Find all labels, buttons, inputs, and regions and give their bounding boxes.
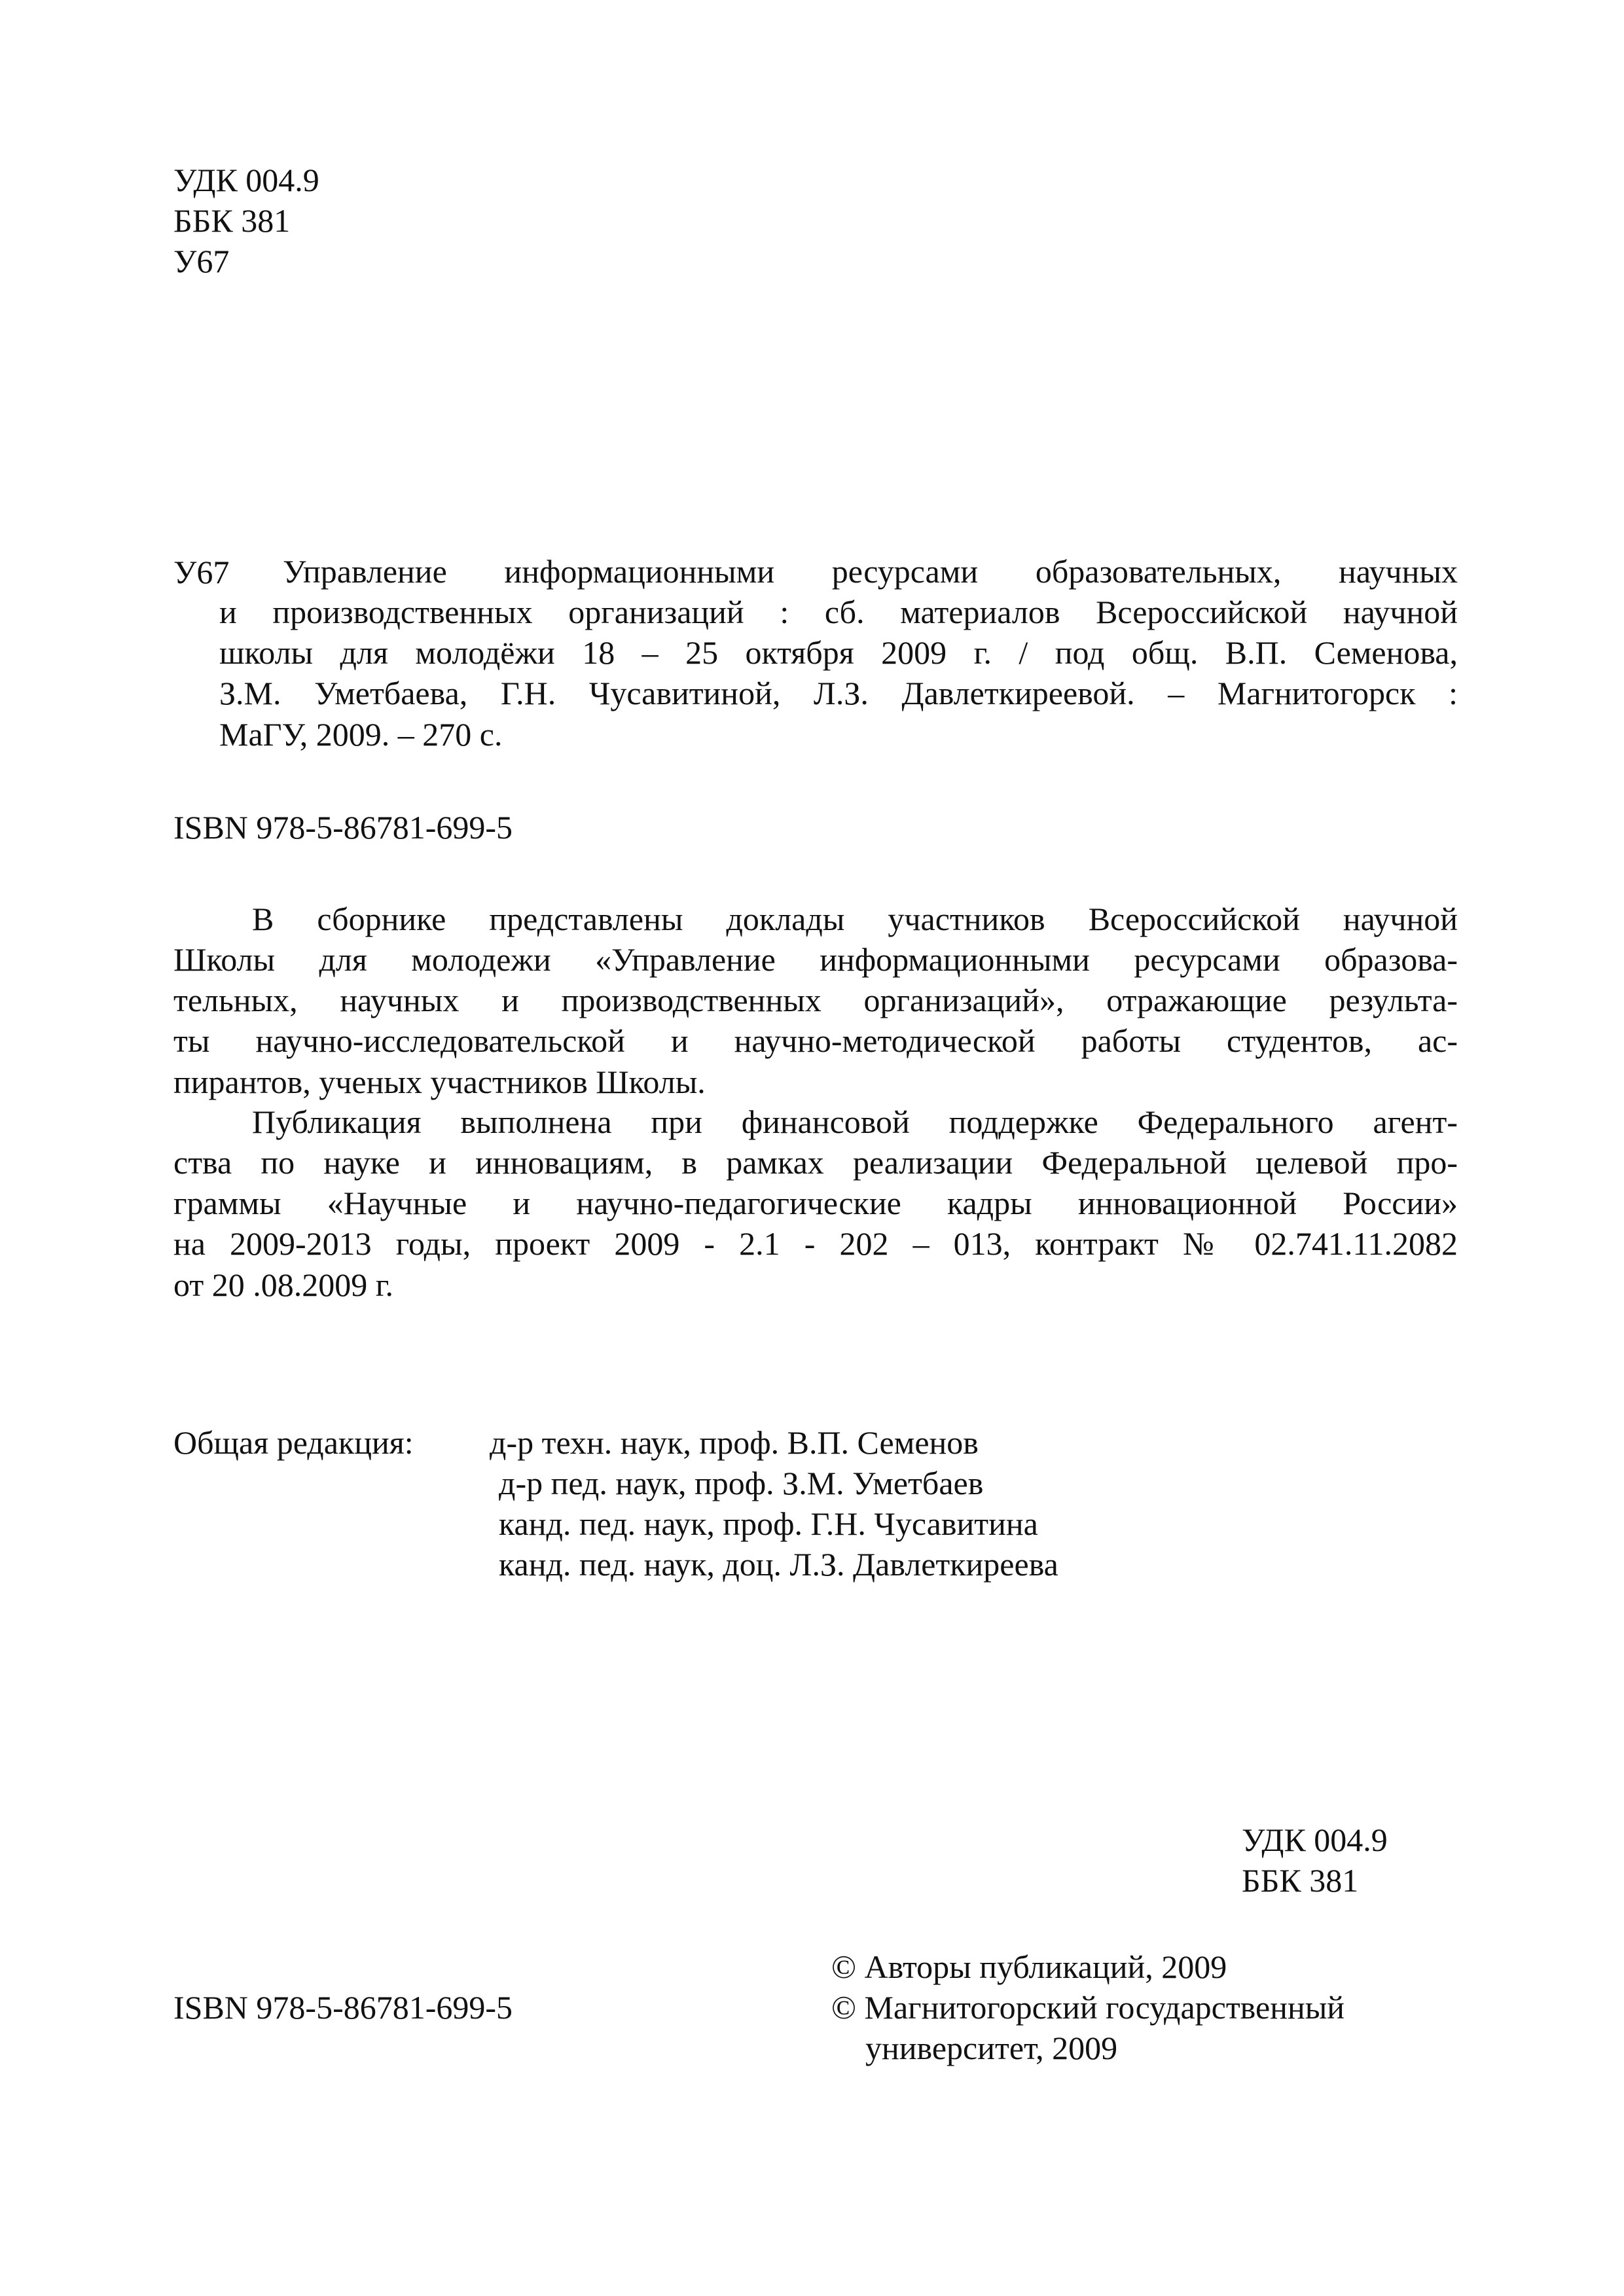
bbk-code: ББК 381 [173, 202, 291, 239]
annotation-p2-line-3: граммы «Научные и научно-педагогические кадры инновационной России» [173, 1185, 1458, 1221]
annotation-p2-line-2: ства по науке и инновациям, в рамках реализации Федеральной целевой про- [173, 1144, 1458, 1181]
bibliographic-line-4: З.М. Уметбаева, Г.Н. Чусавитиной, Л.З. Давлеткиреевой. – Магнитогорск : [219, 675, 1458, 711]
footer-bbk-code: ББК 381 [1242, 1862, 1359, 1899]
isbn-bottom: ISBN 978-5-86781-699-5 [173, 1989, 513, 2026]
bibliographic-mark: У67 [173, 554, 230, 590]
copyright-authors: © Авторы публикаций, 2009 [831, 1948, 1227, 1985]
annotation-p2-line-4: на 2009-2013 годы, проект 2009 - 2.1 - 202 – 013, контракт № 02.741.11.2082 [173, 1225, 1458, 1262]
copyright-university-line-1: © Магнитогорский государственный [831, 1989, 1345, 2026]
editor-3: канд. пед. наук, проф. Г.Н. Чусавитина [499, 1505, 1038, 1542]
udk-code: УДК 004.9 [173, 162, 319, 198]
annotation-p1-line-1: В сборнике представлены доклады участников Всероссийской научной [252, 901, 1458, 937]
footer-udk-code: УДК 004.9 [1242, 1821, 1388, 1858]
editor-2: д-р пед. наук, проф. З.М. Уметбаев [499, 1465, 984, 1501]
annotation-p1-line-4: ты научно-исследовательской и научно-методической работы студентов, ас- [173, 1022, 1458, 1059]
bibliographic-line-3: школы для молодёжи 18 – 25 октября 2009 г. / под общ. В.П. Семенова, [219, 634, 1458, 671]
bibliographic-line-2: и производственных организаций : сб. материалов Всероссийской научной [219, 594, 1458, 630]
copyright-university-line-2: университет, 2009 [865, 2030, 1118, 2066]
editor-1: д-р техн. наук, проф. В.П. Семенов [490, 1424, 979, 1461]
isbn-top: ISBN 978-5-86781-699-5 [173, 809, 513, 846]
annotation-p2-last-line: от 20 .08.2009 г. [173, 1266, 394, 1303]
annotation-p1-line-2: Школы для молодежи «Управление информационными ресурсами образова- [173, 941, 1458, 978]
annotation-p1-last-line: пирантов, ученых участников Школы. [173, 1064, 706, 1100]
bibliographic-first-line: Управление информационными ресурсами образовательных, научных [283, 553, 1458, 590]
annotation-p1-line-3: тельных, научных и производственных организаций», отражающие результа- [173, 982, 1458, 1018]
bibliographic-last-line: МаГУ, 2009. – 270 с. [219, 716, 503, 753]
author-mark: У67 [173, 243, 230, 279]
editorial-label: Общая редакция: [173, 1424, 414, 1461]
editor-4: канд. пед. наук, доц. Л.З. Давлеткиреева [499, 1546, 1058, 1583]
annotation-p2-line-1: Публикация выполнена при финансовой поддержке Федерального агент- [252, 1103, 1458, 1140]
